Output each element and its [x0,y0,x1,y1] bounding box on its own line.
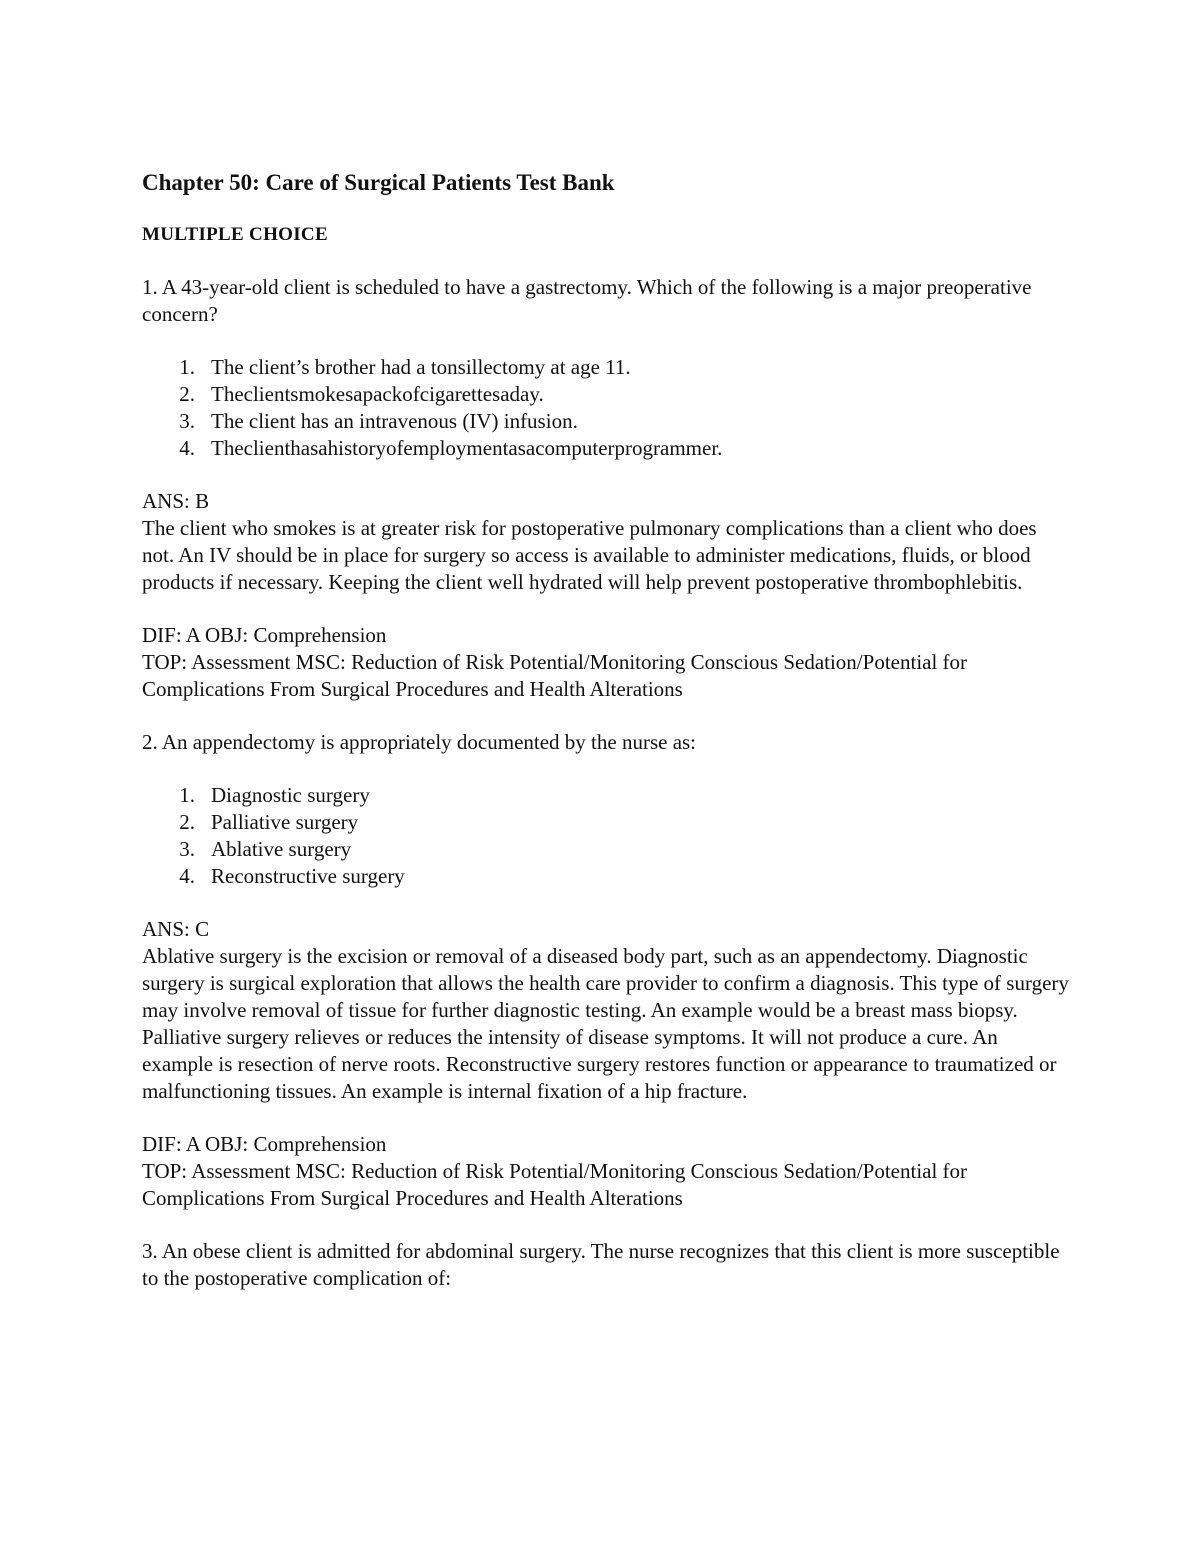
option-item [142,809,1072,836]
option-text: Diagnostic surgery [211,783,370,807]
question-stem: 1. A 43-year-old client is scheduled to have a gastrectomy. Which of the following is a major preoperative concern? [142,275,1032,326]
option-item [142,836,1072,863]
question-stem: 2. An appendectomy is appropriately documented by the nurse as: [142,730,697,754]
question-1 [142,274,1072,703]
option-list [142,782,1072,890]
option-text: The client has an intravenous (IV) infusion. [211,409,578,433]
option-number: 4. [179,864,195,888]
question-metadata [142,1131,1072,1212]
rationale-text: Ablative surgery is the excision or removal of a diseased body part, such as an appendectomy. Diagnostic surgery is surgical exploration that allows the health care provider to confirm a diagnosis. This type of surgery may involve removal of tissue for further diagnostic testing. An example would be a breast mass biopsy. Palliative surgery relieves or reduces the intensity of disease symptoms. It will not produce a cure. An example is resection of nerve roots. Reconstructive surgery restores function or appearance to traumatized or malfunctioning tissues. An example is internal fixation of a hip fracture. [142,944,1069,1103]
option-list [142,354,1072,462]
option-text: The client’s brother had a tonsillectomy at age 11. [211,355,631,379]
question-metadata [142,622,1072,703]
option-text: Palliative surgery [211,810,359,834]
option-item [142,863,1072,890]
option-item [142,354,1072,381]
option-number: 3. [179,837,195,861]
question-2 [142,729,1072,1212]
option-number: 1. [179,355,195,379]
document-title: Chapter 50: Care of Surgical Patients Test Bank [142,170,615,195]
option-number: 1. [179,783,195,807]
option-text: Theclientsmokesapackofcigarettesaday. [211,382,544,406]
option-text: Ablative surgery [211,837,352,861]
rationale-text: The client who smokes is at greater risk for postoperative pulmonary complications than a client who does not. An IV should be in place for surgery so access is available to administer medications, fluids, or blood products if necessary. Keeping the client well hydrated will help prevent postoperative thrombophlebitis. [142,516,1037,594]
option-number: 3. [179,409,195,433]
question-stem: 3. An obese client is admitted for abdominal surgery. The nurse recognizes that this client is more susceptible to the postoperative complication of: [142,1239,1060,1290]
option-number: 2. [179,810,195,834]
option-text: Theclienthasahistoryofemploymentasacomputerprogrammer. [211,436,723,460]
document-body [142,168,1072,1318]
answer-key: ANS: B [142,489,210,513]
option-item [142,381,1072,408]
option-item [142,408,1072,435]
option-item [142,782,1072,809]
option-text: Reconstructive surgery [211,864,405,888]
option-item [142,435,1072,462]
topic-msc: TOP: Assessment MSC: Reduction of Risk Potential/Monitoring Conscious Sedation/Potential for Complications From Surgical Procedures and Health Alterations [142,1159,968,1210]
section-heading: MULTIPLE CHOICE [142,224,328,245]
option-number: 2. [179,382,195,406]
difficulty-objective: DIF: A OBJ: Comprehension [142,623,387,647]
option-number: 4. [179,436,195,460]
answer-key: ANS: C [142,917,210,941]
topic-msc: TOP: Assessment MSC: Reduction of Risk Potential/Monitoring Conscious Sedation/Potential for Complications From Surgical Procedures and Health Alterations [142,650,968,701]
question-3 [142,1238,1072,1292]
difficulty-objective: DIF: A OBJ: Comprehension [142,1132,387,1156]
